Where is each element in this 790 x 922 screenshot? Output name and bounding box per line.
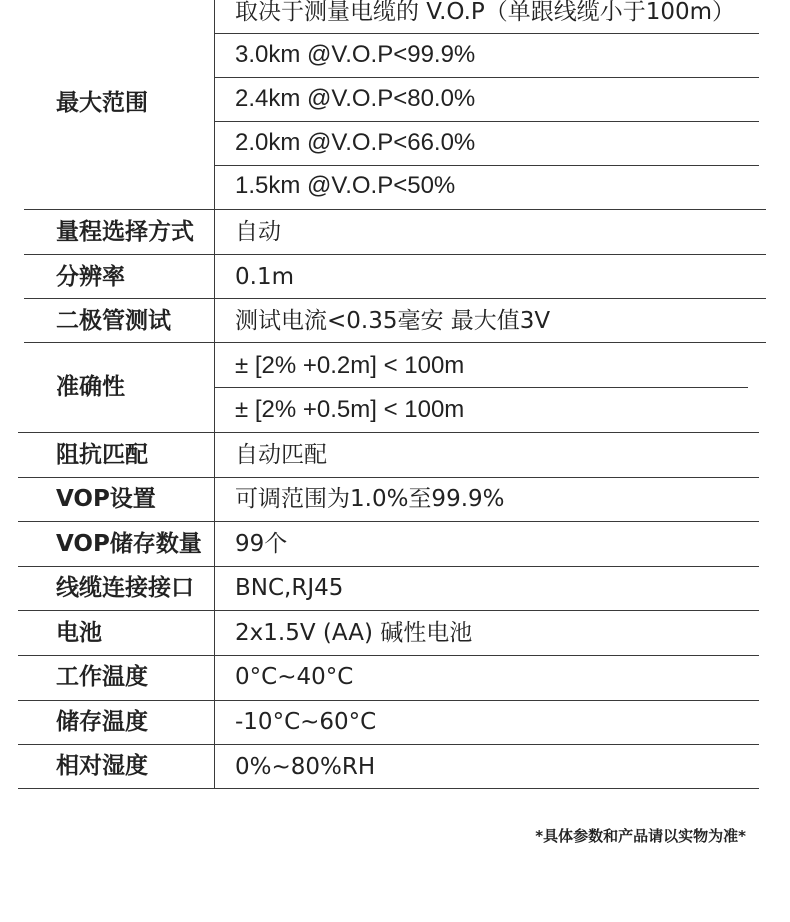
- row-divider: [18, 744, 759, 745]
- spec-label-range-mode: 量程选择方式: [56, 219, 194, 245]
- row-divider: [24, 342, 766, 343]
- spec-value-cable-interface: BNC,RJ45: [235, 575, 344, 601]
- spec-label-vop-setting: VOP设置: [56, 486, 156, 512]
- spec-value-storage-temp: -10°C~60°C: [235, 709, 377, 735]
- row-divider: [18, 521, 759, 522]
- disclaimer-footnote: *具体参数和产品请以实物为准*: [535, 827, 746, 845]
- spec-value-diode-test: 测试电流<0.35毫安 最大值3V: [235, 308, 551, 334]
- spec-value-max-range-2: 2.4km @V.O.P<80.0%: [235, 85, 476, 112]
- spec-value-max-range-3: 2.0km @V.O.P<66.0%: [235, 129, 476, 156]
- row-divider: [18, 477, 759, 478]
- spec-value-resolution: 0.1m: [235, 264, 294, 290]
- spec-value-range-mode: 自动: [235, 219, 281, 245]
- spec-value-impedance: 自动匹配: [235, 442, 327, 468]
- spec-label-operating-temp: 工作温度: [56, 664, 148, 690]
- spec-value-operating-temp: 0°C~40°C: [235, 664, 354, 690]
- row-divider: [214, 77, 759, 78]
- spec-value-battery: 2x1.5V (AA) 碱性电池: [235, 620, 473, 646]
- row-divider: [24, 254, 766, 255]
- spec-label-cable-interface: 线缆连接接口: [56, 575, 194, 601]
- column-divider: [214, 0, 215, 789]
- row-divider: [18, 566, 759, 567]
- row-divider: [18, 788, 759, 789]
- spec-value-max-range-1: 3.0km @V.O.P<99.9%: [235, 41, 476, 68]
- row-divider: [24, 209, 766, 210]
- row-divider: [24, 298, 766, 299]
- row-divider: [18, 655, 759, 656]
- row-divider: [18, 700, 759, 701]
- spec-label-impedance: 阻抗匹配: [56, 442, 148, 468]
- row-divider: [18, 432, 759, 433]
- spec-value-max-range-4: 1.5km @V.O.P<50%: [235, 172, 456, 199]
- row-divider: [18, 610, 759, 611]
- row-divider: [214, 165, 759, 166]
- spec-value-vop-storage: 99个: [235, 531, 288, 557]
- spec-label-humidity: 相对湿度: [56, 753, 148, 779]
- row-divider: [214, 33, 759, 34]
- spec-label-battery: 电池: [56, 620, 102, 646]
- spec-value-max-range-note: 取决于测量电缆的 V.O.P（单跟线缆小于100m）: [235, 0, 736, 25]
- row-divider: [214, 387, 748, 388]
- spec-label-storage-temp: 储存温度: [56, 709, 148, 735]
- spec-value-accuracy-2: ± [2% +0.5m] < 100m: [235, 396, 465, 423]
- spec-label-diode-test: 二极管测试: [56, 308, 171, 334]
- spec-label-vop-storage: VOP储存数量: [56, 531, 202, 557]
- spec-value-vop-setting: 可调范围为1.0%至99.9%: [235, 486, 505, 512]
- spec-label-accuracy: 准确性: [56, 374, 125, 400]
- spec-label-resolution: 分辨率: [56, 264, 125, 290]
- spec-label-max-range: 最大范围: [56, 90, 148, 116]
- row-divider: [214, 121, 759, 122]
- spec-value-humidity: 0%~80%RH: [235, 754, 376, 780]
- spec-value-accuracy-1: ± [2% +0.2m] < 100m: [235, 352, 465, 379]
